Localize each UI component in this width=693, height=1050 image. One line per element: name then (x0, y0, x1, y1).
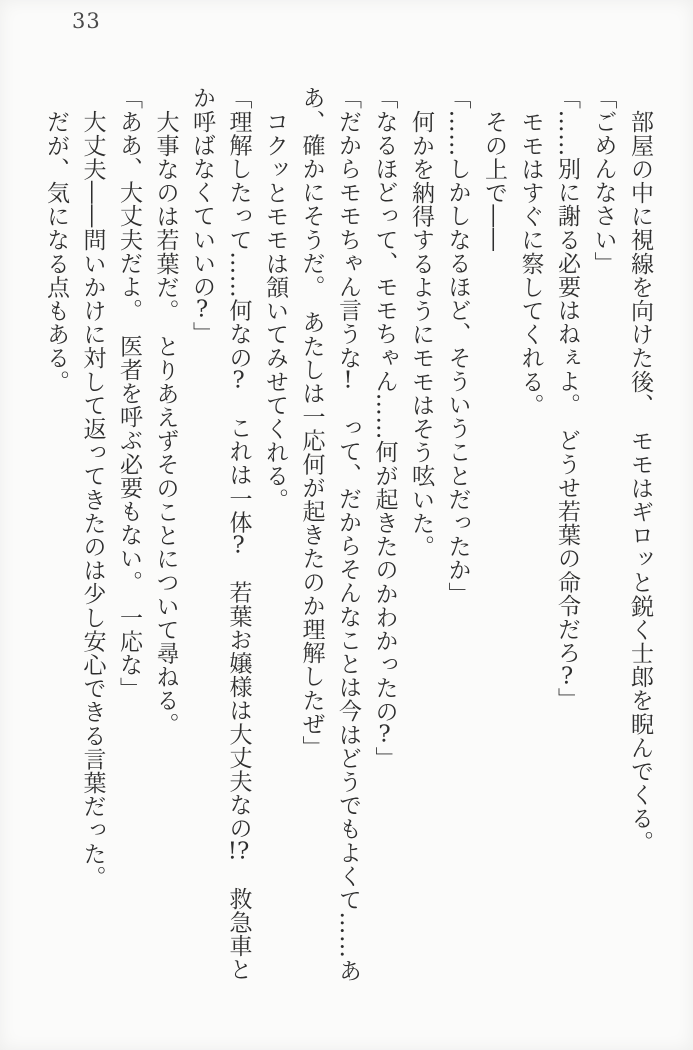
upright-punctuation: ? (232, 369, 245, 393)
body-text (28, 86, 658, 1030)
text-column: だが、気になる点もある。 (43, 109, 69, 393)
upright-punctuation: !? (227, 840, 250, 864)
text-column: 「ごめんなさい」 (590, 86, 617, 275)
text-column: 大丈夫――問いかけに対して返ってきたのは少し安心できる言葉だった。 (79, 109, 106, 889)
text-column: 「……別に謝る必要はねぇよ。 どうせ若葉の命令だろ?」 (554, 86, 580, 712)
text-column: 何かを納得するようにモモはそう呟いた。 (408, 109, 434, 558)
text-column: 「だからモモちゃん言うな! って、だからそんなことは今はどうでもよくて……あ (335, 86, 361, 983)
text-column: 「ああ、大丈夫だよ。 医者を呼ぶ必要もない。 一応な」 (116, 86, 142, 701)
text-column: 大事なのは若葉だ。 とりあえずそのことについて尋ねる。 (152, 109, 179, 736)
upright-punctuation: ? (195, 298, 209, 322)
text-column: 「理解したって……何なの? これは一体? 若葉お嬢様は大丈夫なの!? 救急車と (225, 86, 252, 982)
upright-punctuation: ? (560, 664, 574, 688)
text-column: 「なるほどって、モモちゃん……何が起きたのかわかったの?」 (371, 86, 398, 770)
text-column: モモはすぐに察してくれる。 (517, 109, 544, 417)
upright-punctuation: ? (232, 533, 245, 557)
text-column: コクッとモモは頷いてみせてくれる。 (262, 109, 288, 511)
text-column: 部屋の中に視線を向けた後、 モモはギロッと鋭く士郎を睨んでくる。 (627, 109, 653, 854)
upright-punctuation: ? (378, 723, 391, 747)
text-column: 「……しかしなるほど、そういうことだったか」 (444, 86, 471, 606)
page-number: 33 (72, 9, 101, 33)
upright-punctuation: ! (343, 369, 353, 393)
text-column: その上で―― (481, 109, 507, 252)
text-column: あ、確かにそうだ。 あたしは一応何が起きたのか理解したぜ」 (298, 86, 325, 759)
text-column: か呼ばなくていいの?」 (189, 86, 215, 346)
